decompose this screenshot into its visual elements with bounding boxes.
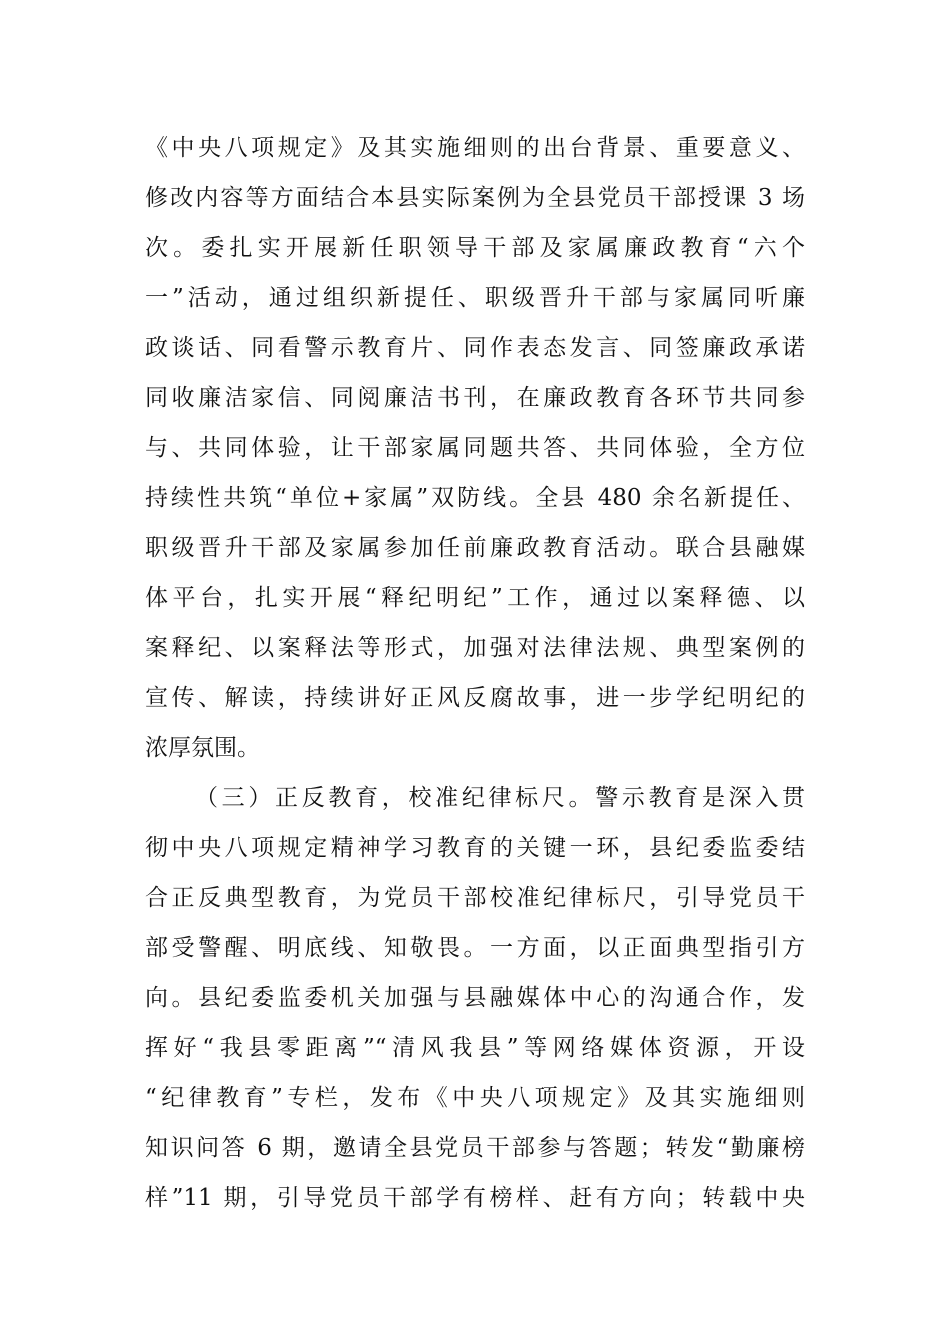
text-line: 《中央八项规定》及其实施细则的出台背景、重要意义、 <box>145 135 805 161</box>
text-line: 与、共同体验，让干部家属同题共答、共同体验，全方位 <box>145 435 805 461</box>
text-line: 浓厚氛围。 <box>145 735 260 761</box>
text-line: 持续性共筑“单位+家属”双防线。全县 480 余名新提任、 <box>145 485 805 511</box>
text-line: 合正反典型教育，为党员干部校准纪律标尺，引导党员干 <box>145 885 805 911</box>
text-line: 向。县纪委监委机关加强与县融媒体中心的沟通合作，发 <box>145 985 805 1011</box>
text-line: 宣传、解读，持续讲好正风反腐故事，进一步学纪明纪的 <box>145 685 805 711</box>
section-heading-line: （三）正反教育，校准纪律标尺。警示教育是深入贯 <box>195 785 805 811</box>
text-line: 政谈话、同看警示教育片、同作表态发言、同签廉政承诺 <box>145 335 805 361</box>
text-line: 彻中央八项规定精神学习教育的关键一环，县纪委监委结 <box>145 835 805 861</box>
text-line: 挥好“我县零距离”“清风我县”等网络媒体资源，开设 <box>145 1035 805 1061</box>
text-line: 一”活动，通过组织新提任、职级晋升干部与家属同听廉 <box>145 285 805 311</box>
text-line: 样”11 期，引导党员干部学有榜样、赶有方向；转载中央 <box>145 1185 805 1211</box>
text-line: 次。委扎实开展新任职领导干部及家属廉政教育“六个 <box>145 235 805 261</box>
text-line: 同收廉洁家信、同阅廉洁书刊，在廉政教育各环节共同参 <box>145 385 805 411</box>
text-line: 部受警醒、明底线、知敬畏。一方面，以正面典型指引方 <box>145 935 805 961</box>
text-line: 修改内容等方面结合本县实际案例为全县党员干部授课 3 场 <box>145 185 805 211</box>
text-line: “纪律教育”专栏，发布《中央八项规定》及其实施细则 <box>145 1085 805 1111</box>
text-line: 知识问答 6 期，邀请全县党员干部参与答题；转发“勤廉榜 <box>145 1135 805 1161</box>
text-line: 职级晋升干部及家属参加任前廉政教育活动。联合县融媒 <box>145 535 805 561</box>
text-line: 案释纪、以案释法等形式，加强对法律法规、典型案例的 <box>145 635 805 661</box>
text-line: 体平台，扎实开展“释纪明纪”工作，通过以案释德、以 <box>145 585 805 611</box>
